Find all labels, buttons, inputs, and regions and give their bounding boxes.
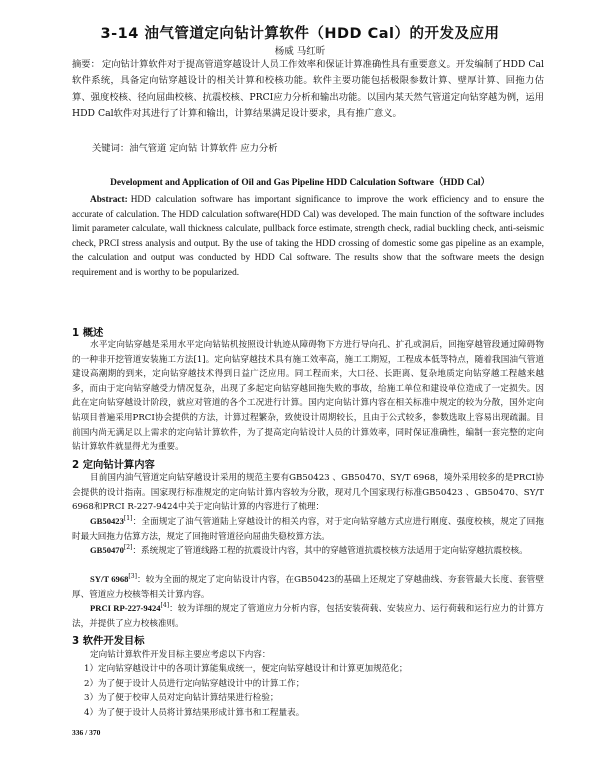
english-abstract xyxy=(72,193,544,281)
standard-item xyxy=(72,601,544,631)
goal-item: 4）为了便于设计人员将计算结果形成计算书和工程量表。 xyxy=(84,707,305,718)
keywords-label: 关键词： xyxy=(92,143,130,154)
page-number: 336 / 370 xyxy=(72,728,101,737)
abstract-text: 定向钻计算软件对于提高管道穿越设计人员工作效率和保证计算准确性具有重要意义。开发编制了HDD Cal软件系统，具备定向钻穿越设计的相关计算和校核功能。软件主要功能包括极限参数计算、壁厚计算、回拖力估算、强度校核、径向屈曲校核、抗震校核、PRCI应力分析和输出功能。以国内某天然气管道定向钻穿越为例，运用HDD Cal软件对其进行了计算和输出，计算结果满足设计要求，具有推广意义。 xyxy=(72,59,544,119)
chinese-abstract xyxy=(72,57,544,122)
goals-list xyxy=(84,662,544,720)
section-3-intro-text: 定向钻计算软件开发目标主要应考虑以下内容： xyxy=(90,650,271,660)
standard-item xyxy=(72,572,544,602)
standard-code: GB50470 xyxy=(90,545,124,555)
goal-item: 3）为了便于校审人员对定向钻计算结果进行检验； xyxy=(84,693,279,704)
english-abstract-text: HDD calculation software has important significance to improve the work efficiency and to ensure the accurate of calculation. The HDD calculation software(HDD Cal) was developed. The main function of the software includes limit parameter calculate, wall thickness calculate, pullback force estimate, strength check, radial buckling check, anti-seismic check, PRCI stress analysis and output. By the use of taking the HDD crossing of domestic some gas pipeline as an example, the calculation and output was conducted by HDD Cal software. The results show that the software meets the design requirement and is worthy to be popularized. xyxy=(72,195,544,278)
authors: 杨威 马红昕 xyxy=(274,46,326,57)
section-1-heading: 1 概述 xyxy=(72,327,104,339)
citation-ref: [3] xyxy=(128,573,137,581)
standard-description: ：全面规定了油气管道陆上穿越设计的相关内容，对于定向钻穿越方式应进行刚度、强度校核，规定了回拖时最大回拖力估算方法，规定了回拖时管道径向屈曲失稳校算方法。 xyxy=(72,517,544,542)
standard-description: ：较为详细的规定了管道应力分析内容，包括安装荷载、安装应力、运行荷载和运行应力的计算方法，并提供了应力校核准则。 xyxy=(72,604,544,629)
citation-ref: [1] xyxy=(123,515,133,523)
section-3-heading: 3 软件开发目标 xyxy=(72,635,145,647)
section-2-heading: 2 定向钻计算内容 xyxy=(72,459,155,471)
abstract-label: 摘要： xyxy=(72,59,100,70)
citation-ref: [2] xyxy=(123,544,133,552)
section-2-intro xyxy=(72,471,544,515)
keywords-text: 油气管道 定向钻 计算软件 应力分析 xyxy=(129,143,278,154)
keywords xyxy=(92,140,278,154)
section-3-intro xyxy=(72,648,544,663)
english-title: Development and Application of Oil and Gas Pipeline HDD Calculation Software（HDD Cal） xyxy=(110,178,490,188)
section-1-paragraph xyxy=(72,338,544,455)
paper-title: 3-14 油气管道定向钻计算软件（HDD Cal）的开发及应用 xyxy=(100,26,500,42)
standard-code: PRCI RP-227-9424 xyxy=(90,603,161,613)
standard-description: ：系统规定了管道线路工程的抗震设计内容，其中的穿越管道抗震校核方法适用于定向钻穿越抗震校核。 xyxy=(132,546,528,556)
standard-item xyxy=(72,543,544,559)
goal-item: 1）定向钻穿越设计中的各项计算能集成统一，便定向钻穿越设计和计算更加规范化； xyxy=(84,664,408,674)
goal-item: 2）为了便于设计人员进行定向钻穿越设计中的计算工作； xyxy=(84,678,305,689)
standard-description: ：较为全面的规定了定向钻设计内容，在GB50423的基础上还规定了穿越曲线、夯套管最大长度、套管壁厚、管道应力校核等相关计算内容。 xyxy=(72,575,544,600)
standard-code: GB50423 xyxy=(90,516,124,526)
section-2-intro-text: 目前国内油气管道定向钻穿越设计采用的规范主要有GB50423 、GB50470、SY/T 6968，境外采用较多的是PRCI协会提供的设计指南。国家现行标准规定的定向钻计算内容较为分散，现对几个国家现行标准GB50423 、GB50470、SY/T 6968和PRCI R-227-9424中关于定向钻计算的内容进行了梳理： xyxy=(72,473,544,513)
citation-ref: [4] xyxy=(160,602,170,610)
section-1-text: 水平定向钻穿越是采用水平定向钻钻机按照设计轨迹从障碍物下方进行导向孔、扩孔或洞后，回拖穿越管段通过障碍物的一种非开挖管道安装施工方法[1]。定向钻穿越技术具有施工效率高，施工工期短，工程成本低等特点，随着我国油气管道建设高潮期的到来，定向钻穿越技术得到日益广泛应用。同工程而来，大口径、长距离、复杂地质定向钻穿越工程越来越多，而由于定向钻穿越受力情况复杂，出现了多起定向钻穿越回拖失败的事故，给施工单位和建设单位造成了一定损失。因此在定向钻穿越设计阶段，就应对管道的各个工况进行计算。国内定向钻计算内容在相关标准中规定的较为分散，国外定向钻项目普遍采用PRCI协会提供的方法，计算过程繁杂，致使设计周期较长，且由于公式较多，参数选取上容易出现疏漏。目前国内尚无满足以上需求的定向钻计算软件，为了提高定向钻设计人员的计算效率，同时保证准确性，编制一套完整的定向钻计算软件就显得尤为重要。 xyxy=(72,340,544,453)
standard-code: SY/T 6968 xyxy=(90,574,129,584)
standard-item xyxy=(72,514,544,544)
english-abstract-label: Abstract: xyxy=(90,195,128,205)
